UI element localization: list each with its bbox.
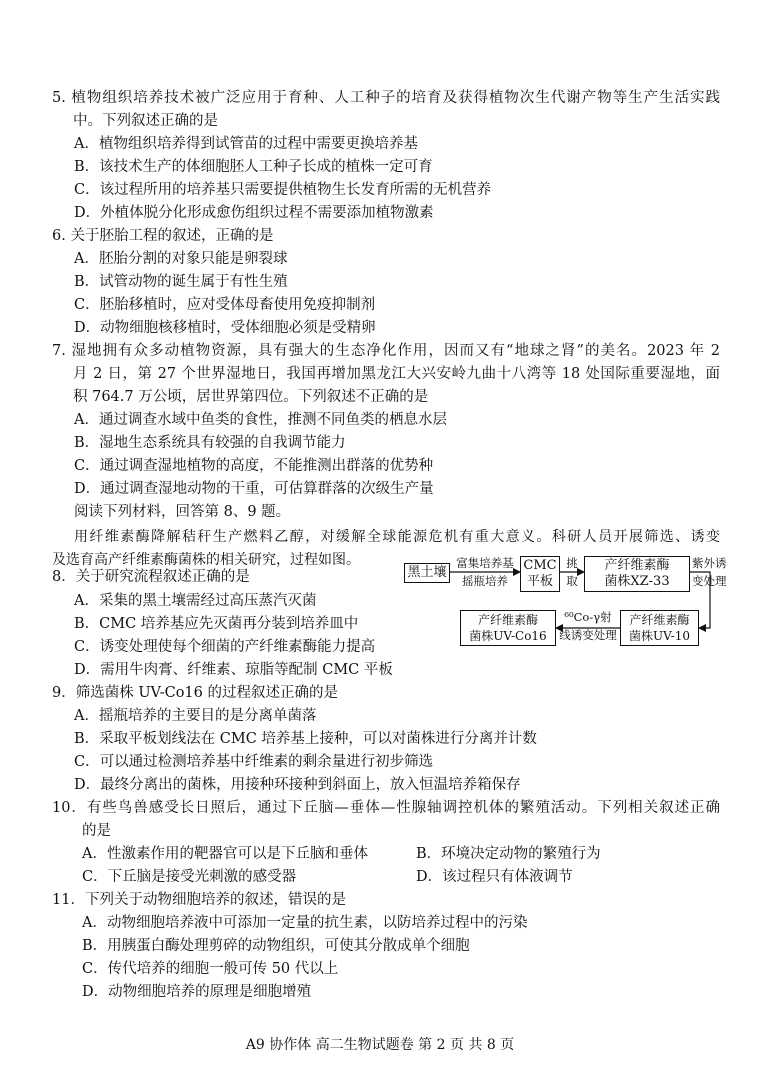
- q11-option-d: D．动物细胞培养的原理是细胞增殖: [82, 984, 312, 1000]
- q10-stem-line-1: 10．有些鸟兽感受长日照后，通过下丘脑—垂体—性腺轴调控机体的繁殖活动。下列相关叙述正确: [52, 800, 720, 816]
- q8-option-b: B．CMC 培养基应先灭菌再分装到培养皿中: [74, 616, 359, 632]
- q9-option-d: D．最终分离出的菌株，用接种环接种到斜面上，放入恒温培养箱保存: [74, 777, 521, 793]
- q10-option-d: D．该过程只有体液调节: [416, 869, 573, 885]
- q5-option-b: B．该技术生产的体细胞胚人工种子长成的植株一定可育: [74, 159, 433, 175]
- box-strain-uv10: [620, 610, 699, 646]
- q9-option-a: A．摇瓶培养的主要目的是分离单菌落: [74, 708, 317, 724]
- q7-stem-line-2: 月 2 日，第 27 个世界湿地日，我国再增加黑龙江大兴安岭九曲十八湾等 18 处国际重要湿地，面: [73, 366, 720, 382]
- q8-option-d: D．需用牛肉膏、纤维素、琼脂等配制 CMC 平板: [74, 662, 393, 678]
- box-strain-xz33: [584, 556, 690, 592]
- q6-option-c: C．胚胎移植时，应对受体母畜使用免疫抑制剂: [74, 297, 376, 313]
- q8-option-c: C．诱变处理使每个细菌的产纤维素酶能力提高: [74, 639, 376, 655]
- q5-stem-line-1: 5. 植物组织培养技术被广泛应用于育种、人工种子的培育及获得植物次生代谢产物等生产生活实践: [52, 90, 720, 106]
- box-co16-line-2: 菌株UV-Co16: [469, 629, 547, 643]
- q7-option-d: D．通过调查湿地动物的干重，可估算群落的次级生产量: [74, 481, 434, 497]
- label-enrichment-medium: 富集培养基: [456, 556, 514, 570]
- q10-option-c: C．下丘脑是接受光刺激的感受器: [82, 869, 297, 885]
- q7-stem-line-1: 7. 湿地拥有众多动植物资源，具有强大的生态净化作用，因而又有“地球之肾”的美名。2023 年 2: [52, 343, 720, 359]
- q7-option-b: B．湿地生态系统具有较强的自我调节能力: [74, 435, 346, 451]
- page-footer: A9 协作体 高二生物试题卷 第 2 页 共 8 页: [245, 1037, 515, 1053]
- label-pick-1: 挑: [566, 556, 578, 570]
- reading-material-line-1: 用纤维素酶降解秸秆生产燃料乙醇，对缓解全球能源危机有重大意义。科研人员开展筛选、诱变: [74, 529, 720, 545]
- q11-option-a: A．动物细胞培养液中可添加一定量的抗生素，以防培养过程中的污染: [82, 915, 528, 931]
- label-uv-mutagenesis-1: 紫外诱: [692, 556, 727, 570]
- q9-stem: 9．筛选菌株 UV-Co16 的过程叙述正确的是: [52, 685, 338, 701]
- q9-option-c: C．可以通过检测培养基中纤维素的剩余量进行初步筛选: [74, 754, 434, 770]
- box-uv10-line-2: 菌株UV-10: [628, 629, 690, 643]
- q11-option-b: B．用胰蛋白酶处理剪碎的动物组织，可使其分散成单个细胞: [82, 938, 470, 954]
- box-cmc-plate: [520, 556, 560, 592]
- q7-option-a: A．通过调查水域中鱼类的食性，推测不同鱼类的栖息水层: [74, 412, 447, 428]
- q5-stem-line-2: 中。下列叙述正确的是: [73, 113, 218, 129]
- label-pick-2: 取: [566, 574, 578, 588]
- q9-option-b: B．采取平板划线法在 CMC 培养基上接种，可以对菌株进行分离并计数: [74, 731, 537, 747]
- q6-option-d: D．动物细胞核移植时，受体细胞必须是受精卵: [74, 320, 376, 336]
- q11-option-c: C．传代培养的细胞一般可传 50 代以上: [82, 961, 339, 977]
- q10-stem-line-2: 的是: [82, 823, 111, 839]
- box-strain-uv-co16: [460, 610, 556, 646]
- q7-stem-line-3: 积 764.7 万公顷，居世界第四位。下列叙述不正确的是: [73, 389, 429, 405]
- q6-option-a: A．胚胎分割的对象只能是卵裂球: [74, 251, 288, 267]
- box-black-soil: 黑土壤: [404, 563, 450, 583]
- q5-option-a: A．植物组织培养得到试管苗的过程中需要更换培养基: [74, 136, 418, 152]
- box-cmc-line-1: CMC: [523, 558, 557, 573]
- q5-option-d: D．外植体脱分化形成愈伤组织过程不需要添加植物激素: [74, 205, 434, 221]
- q6-option-b: B．试管动物的诞生属于有性生殖: [74, 274, 288, 290]
- q10-option-b: B．环境决定动物的繁殖行为: [416, 846, 601, 862]
- box-cmc-line-2: 平板: [526, 574, 553, 589]
- box-xz33-line-1: 产纤维素酶: [604, 558, 670, 573]
- q5-option-c: C．该过程所用的培养基只需要提供植物生长发育所需的无机营养: [74, 182, 492, 198]
- box-co16-line-1: 产纤维素酶: [477, 613, 538, 627]
- q7-option-c: C．通过调查湿地植物的高度，不能推测出群落的优势种: [74, 458, 434, 474]
- label-uv-mutagenesis-2: 变处理: [692, 574, 727, 588]
- q11-stem: 11．下列关于动物细胞培养的叙述，错误的是: [52, 892, 346, 908]
- q10-option-a: A．性激素作用的靶器官可以是下丘脑和垂体: [82, 846, 368, 862]
- label-co60-mutagenesis-2: 线诱变处理: [559, 628, 617, 642]
- reading-material-line-2: 及选育高产纤维素酶菌株的相关研究，过程如图。: [52, 552, 360, 568]
- q8-option-a: A．采集的黑土壤需经过高压蒸汽灭菌: [74, 593, 317, 609]
- reading-intro: 阅读下列材料，回答第 8、9 题。: [74, 504, 291, 520]
- box-uv10-line-1: 产纤维素酶: [629, 613, 690, 627]
- q6-stem: 6. 关于胚胎工程的叙述，正确的是: [52, 228, 274, 244]
- label-shake-flask: 摇瓶培养: [462, 574, 508, 588]
- label-co60-mutagenesis-1: ⁶⁰Co-γ射: [564, 610, 612, 624]
- q8-stem: 8．关于研究流程叙述正确的是: [52, 569, 250, 585]
- box-xz33-line-2: 菌株XZ-33: [604, 574, 670, 589]
